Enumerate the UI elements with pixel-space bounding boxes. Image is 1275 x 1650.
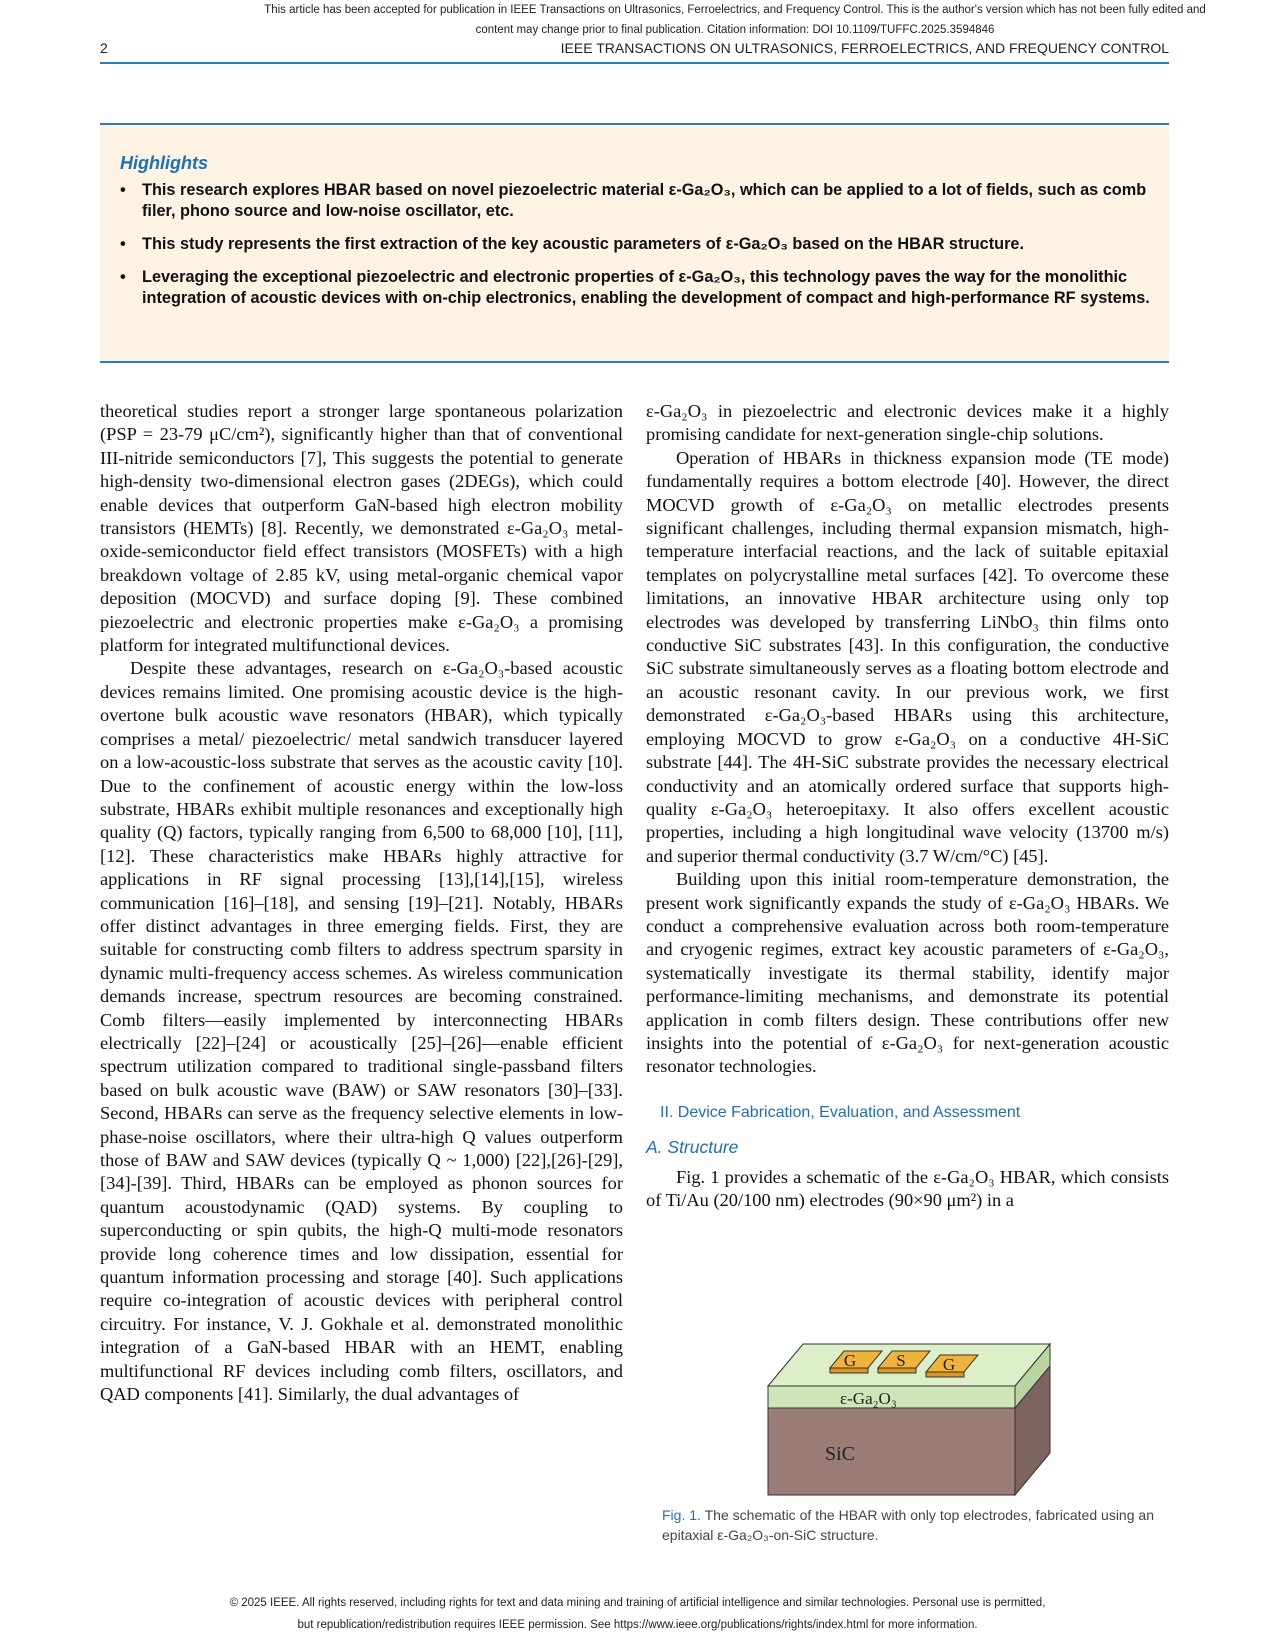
paragraph: ε-Ga₂O₃ in piezoelectric and electronic devices make it a highly promising candidate for next-generation single-chip solutions. — [646, 401, 1169, 445]
paragraph: theoretical studies report a stronger large spontaneous polarization (PSP = 23-79 μC/cm²), significantly higher than that of conventional III-nitride semiconductors [7], This suggests the potential to generate high-density two-dimensional electron gases (2DEGs), which could enable devices that outperform GaN-based high electron mobility transistors (HEMTs) [8]. Recently, we demonstrated ε-Ga₂O₃ metal-oxide-semiconductor field effect transistors (MOSFETs) with a high breakdown voltage of 2.85 kV, using metal-organic chemical vapor deposition (MOCVD) and surface doping [9]. These combined piezoelectric and electronic properties make ε-Ga₂O₃ a promising platform for integrated multifunctional devices. — [100, 401, 623, 656]
paragraph: Building upon this initial room-temperature demonstration, the present work significantly expands the study of ε-Ga₂O₃ HBARs. We conduct a comprehensive evaluation across both room-temperature and cryogenic regimes, extract key acoustic parameters of ε-Ga₂O₃, systematically investigate its thermal stability, identify major performance-limiting mechanisms, and demonstrate its potential application in comb filters design. These contributions offer new insights into the potential of ε-Ga₂O₃ for next-generation acoustic resonator technologies. — [646, 869, 1169, 1077]
bullet-icon: • — [120, 235, 126, 253]
highlights-list — [120, 180, 1155, 321]
subsection-heading: A. Structure — [646, 1137, 739, 1158]
notice-line-2: content may change prior to final publication. Citation information: DOI 10.1109/TUFFC.2025.3594846 — [475, 24, 995, 36]
electrode-label: G — [942, 1355, 956, 1374]
highlight-text: This study represents the first extraction of the key acoustic parameters of ε-Ga₂O₃ based on the HBAR structure. — [142, 235, 1024, 253]
sic-front-face — [768, 1408, 1015, 1495]
journal-title: IEEE TRANSACTIONS ON ULTRASONICS, FERROELECTRICS, AND FREQUENCY CONTROL — [560, 40, 1169, 56]
bullet-icon: • — [120, 181, 126, 199]
page-number: 2 — [100, 40, 108, 56]
footer-line-2: but republication/redistribution requires IEEE permission. See https://www.ieee.org/publications/rights/index.html for more information. — [297, 1619, 978, 1631]
caption-text: The schematic of the HBAR with only top electrodes, fabricated using an epitaxial ε-Ga₂O₃-on-SiC structure. — [662, 1507, 1154, 1543]
copyright-footer — [0, 1592, 1275, 1636]
ga2o3-layer-label: ε-Ga₂O₃ — [840, 1389, 897, 1408]
notice-line-1: This article has been accepted for publication in IEEE Transactions on Ultrasonics, Ferroelectrics, and Frequency Control. This is the author's version which has not been fully edited and — [264, 4, 1206, 16]
running-header — [100, 40, 1169, 62]
paragraph: Despite these advantages, research on ε-Ga₂O₃-based acoustic devices remains limited. One promising acoustic device is the high-overtone bulk acoustic wave resonators (HBAR), which typically comprises a metal/ piezoelectric/ metal sandwich transducer layered on a low-acoustic-loss substrate that serves as the acoustic cavity [10]. Due to the confinement of acoustic energy within the low-loss substrate, HBARs exhibit multiple resonances and exceptionally high quality (Q) factors, typically ranging from 6,500 to 68,000 [10], [11], [12]. These characteristics make HBARs highly attractive for applications in RF signal processing [13],[14],[15], wireless communication [16]–[18], and sensing [19]–[21]. Notably, HBARs offer distinct advantages in three emerging fields. First, they are suitable for constructing comb filters to address spectrum sparsity in dynamic multi-frequency access schemes. As wireless communication demands increase, spectrum resources are becoming constrained. Comb filters—easily implemented by interconnecting HBARs electrically [22]–[24] or acoustically [25]–[26]—enable efficient spectrum utilization compared to traditional single-passband filters based on bulk acoustic wave (BAW) or SAW resonators [30]–[33]. Second, HBARs can serve as the frequency selective elements in low-phase-noise oscillators, where their ultra-high Q values outperform those of BAW and SAW devices (typically Q ~ 1,000) [22],[26]-[29],[34]-[39]. Third, HBARs can be employed as phonon sources for quantum acoustodynamic (QAD) systems. By coupling to superconducting or spin qubits, the high-Q multi-mode resonators provide long coherence times and low dissipation, essential for quantum information processing and storage [40]. Such applications require co-integration of acoustic devices with peripheral control circuitry. For instance, V. J. Gokhale et al. demonstrated monolithic integration of a GaN-based HBAR with an HEMT, enabling multifunctional RF devices including comb filters, oscillators, and QAD components [41]. Similarly, the dual advantages of — [100, 658, 623, 1405]
highlight-item — [120, 267, 1155, 309]
caption-label: Fig. 1. — [662, 1507, 701, 1523]
right-column — [646, 400, 1169, 1212]
publication-notice — [0, 0, 1275, 40]
highlight-text: Leveraging the exceptional piezoelectric and electronic properties of ε-Ga₂O₃, this technology paves the way for the monolithic integration of acoustic devices with on-chip electronics, enabling the development of compact and high-performance RF systems. — [142, 268, 1150, 307]
hbar-schematic-figure — [760, 1310, 1055, 1500]
electrode-label: G — [843, 1351, 857, 1370]
footer-line-1: © 2025 IEEE. All rights reserved, including rights for text and data mining and training of artificial intelligence and similar technologies. Personal use is permitted, — [229, 1597, 1046, 1609]
highlight-item — [120, 234, 1155, 255]
header-divider — [100, 62, 1169, 64]
electrode-label: S — [896, 1351, 906, 1370]
paragraph: Operation of HBARs in thickness expansion mode (TE mode) fundamentally requires a bottom electrode [40]. However, the direct MOCVD growth of ε-Ga₂O₃ on metallic electrodes presents significant challenges, including thermal expansion mismatch, high-temperature interfacial reactions, and the lack of suitable epitaxial templates on polycrystalline metal surfaces [42]. To overcome these limitations, an innovative HBAR architecture using only top electrodes was developed by transferring LiNbO₃ thin films onto conductive SiC substrates [43]. In this configuration, the conductive SiC substrate simultaneously serves as a floating bottom electrode and an acoustic resonant cavity. In our previous work, we first demonstrated ε-Ga₂O₃-based HBARs using this architecture, employing MOCVD to grow ε-Ga₂O₃ on a conductive 4H-SiC substrate [44]. The 4H-SiC substrate provides the necessary electrical conductivity and an atomically ordered surface that supports high-quality ε-Ga₂O₃ heteroepitaxy. It also offers excellent acoustic properties, including a high longitudinal wave velocity (13700 m/s) and superior thermal conductivity (3.7 W/cm/°C) [45]. — [646, 447, 1169, 866]
highlights-title: Highlights — [120, 153, 208, 173]
section-heading: II. Device Fabrication, Evaluation, and Assessment — [660, 1103, 1021, 1121]
figure-caption — [662, 1505, 1154, 1545]
highlights-box — [100, 123, 1169, 363]
paragraph: Fig. 1 provides a schematic of the ε-Ga₂O₃ HBAR, which consists of Ti/Au (20/100 nm) electrodes (90×90 μm²) in a — [646, 1166, 1169, 1210]
bullet-icon: • — [120, 268, 126, 286]
sic-substrate-label: SiC — [825, 1443, 856, 1465]
highlight-text: This research explores HBAR based on novel piezoelectric material ε-Ga₂O₃, which can be applied to a lot of fields, such as comb filer, phono source and low-noise oscillator, etc. — [142, 181, 1147, 220]
highlight-item — [120, 180, 1155, 222]
left-column — [100, 400, 623, 1406]
